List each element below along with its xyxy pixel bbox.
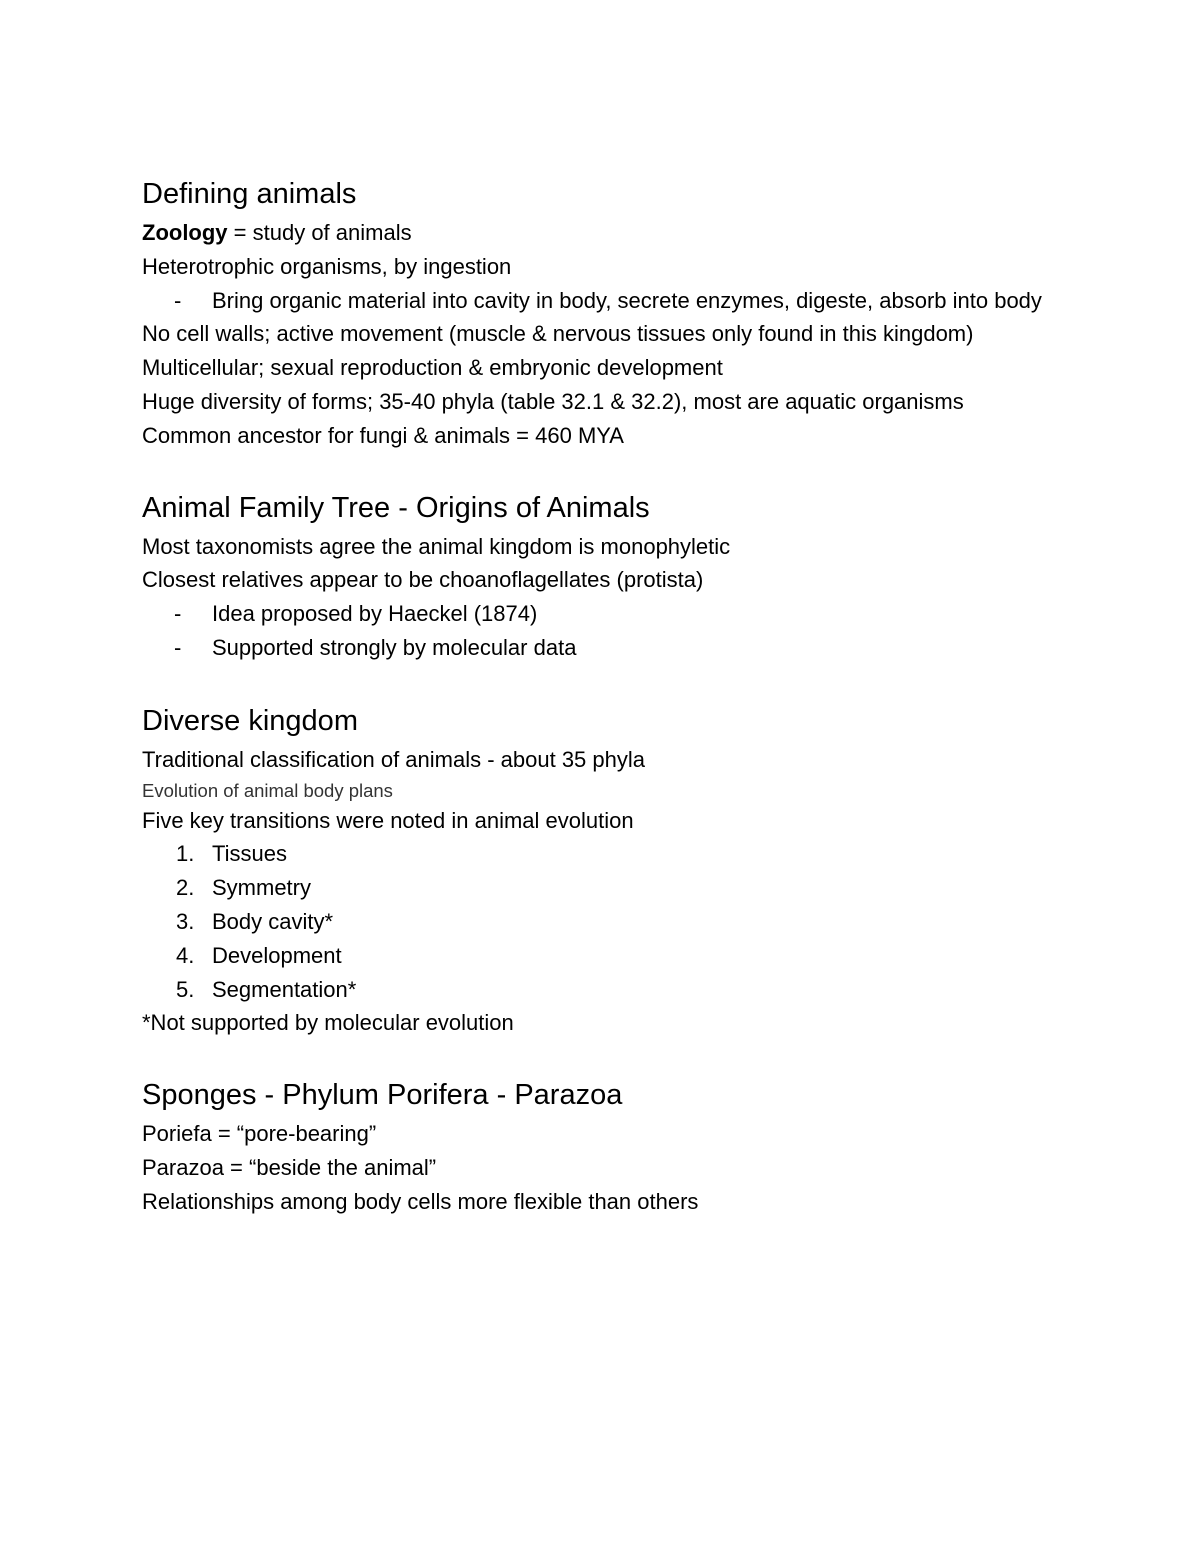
bullet-list	[142, 597, 1042, 665]
text-line: Most taxonomists agree the animal kingdom is monophyletic	[142, 533, 731, 559]
text-line: Multicellular; sexual reproduction & embryonic development	[142, 355, 723, 381]
bullet-marker: -	[174, 601, 182, 627]
text-line: Huge diversity of forms; 35-40 phyla (table 32.1 & 32.2), most are aquatic organisms	[142, 388, 964, 414]
text-line: Closest relatives appear to be choanoflagellates (protista)	[142, 567, 704, 593]
subheading-body-plans: Evolution of animal body plans	[142, 779, 393, 801]
bullet-marker: -	[174, 634, 182, 660]
numbered-list	[142, 837, 1042, 1006]
text-line: No cell walls; active movement (muscle & nervous tissues only found in this kingdom)	[142, 321, 974, 347]
text-line: Poriefa = “pore-bearing”	[142, 1121, 377, 1147]
list-number: 5.	[176, 976, 195, 1002]
text-line: Traditional classification of animals - about 35 phyla	[142, 746, 646, 772]
list-item-text: Segmentation*	[212, 976, 357, 1002]
list-number: 3.	[176, 908, 195, 934]
list-item	[142, 905, 1042, 939]
document-page	[142, 174, 1042, 1219]
list-item-text: Tissues	[212, 841, 287, 867]
bullet-list	[142, 284, 1042, 318]
bullet-marker: -	[174, 287, 182, 313]
list-item	[142, 284, 1042, 318]
heading-diverse-kingdom: Diverse kingdom	[142, 704, 358, 737]
zoology-definition-text: = study of animals	[227, 220, 412, 245]
list-item	[142, 939, 1042, 973]
list-number: 2.	[176, 875, 195, 901]
list-item-text: Supported strongly by molecular data	[212, 634, 577, 660]
footnote: *Not supported by molecular evolution	[142, 1010, 514, 1036]
text-line: Heterotrophic organisms, by ingestion	[142, 253, 512, 279]
section-defining-animals	[142, 174, 1042, 453]
list-number: 4.	[176, 942, 195, 968]
list-item-text: Body cavity*	[212, 908, 334, 934]
list-item	[142, 631, 1042, 665]
zoology-definition	[142, 216, 1042, 250]
list-item-text: Symmetry	[212, 875, 311, 901]
list-item	[142, 871, 1042, 905]
list-item-text: Bring organic material into cavity in body, secrete enzymes, digeste, absorb into body	[212, 287, 1042, 313]
list-number: 1.	[176, 841, 195, 867]
zoology-term: Zoology	[142, 220, 228, 245]
text-line: Relationships among body cells more flexible than others	[142, 1188, 699, 1214]
section-sponges	[142, 1075, 1042, 1218]
section-animal-family-tree	[142, 488, 1042, 665]
list-item	[142, 973, 1042, 1007]
section-diverse-kingdom	[142, 701, 1042, 1040]
list-item-text: Idea proposed by Haeckel (1874)	[212, 601, 538, 627]
list-item-text: Development	[212, 942, 342, 968]
text-line: Common ancestor for fungi & animals = 460 MYA	[142, 422, 624, 448]
text-line: Parazoa = “beside the animal”	[142, 1154, 437, 1180]
heading-sponges: Sponges - Phylum Porifera - Parazoa	[142, 1079, 623, 1112]
heading-defining-animals: Defining animals	[142, 178, 357, 210]
list-item	[142, 597, 1042, 631]
text-line: Five key transitions were noted in animal evolution	[142, 807, 634, 833]
heading-animal-family-tree: Animal Family Tree - Origins of Animals	[142, 491, 650, 524]
list-item	[142, 837, 1042, 871]
